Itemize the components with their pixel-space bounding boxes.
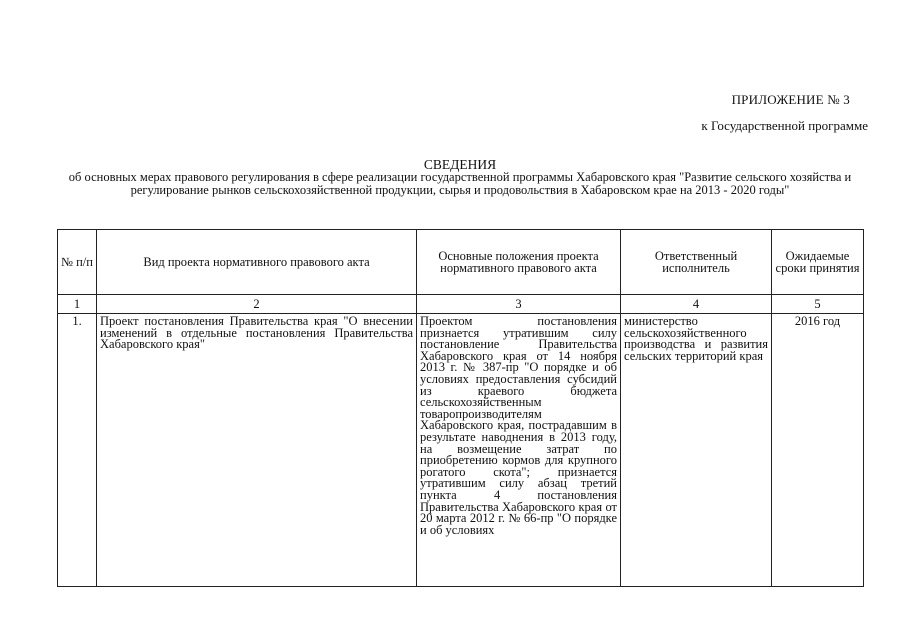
deadline-cell: 2016 год bbox=[772, 314, 864, 587]
provisions-cell: Проектом постановления признается утратившим силу постановление Правительства Хабаровского края от 14 ноября 2013 г. № 387-пр "О порядке и об условиях предоставления субсидий из краевого бюджета сельскохозяйственным товаропроизводителям Хабаровского края, пострадавшим в результате наводнения в 2013 году, на возмещение затрат по приобретению кормов для крупного рогатого скота"; признается утратившим силу абзац третий пункта 4 постановления Правительства Хабаровского края от 20 марта 2012 г. № 66-пр "О порядке и об условиях bbox=[417, 314, 621, 587]
appendix-subtitle: к Государственной программе bbox=[701, 118, 868, 133]
executor-cell: министерство сельскохозяйственного производства и развития сельских территорий края bbox=[621, 314, 772, 587]
document-heading bbox=[60, 158, 860, 196]
header-executor: Ответственный исполнитель bbox=[621, 230, 772, 295]
column-number: 5 bbox=[772, 295, 864, 314]
column-number: 4 bbox=[621, 295, 772, 314]
column-number: 2 bbox=[97, 295, 417, 314]
row-number: 1. bbox=[58, 314, 97, 587]
column-numbers-row bbox=[58, 295, 864, 314]
column-number: 1 bbox=[58, 295, 97, 314]
heading-main: СВЕДЕНИЯ bbox=[423, 157, 497, 172]
header-deadline: Ожидаемые сроки принятия bbox=[772, 230, 864, 295]
column-number: 3 bbox=[417, 295, 621, 314]
act-type-cell: Проект постановления Правительства края "О внесении изменений в отдельные постановления Правительства Хабаровского края" bbox=[97, 314, 417, 587]
header-provisions: Основные положения проекта нормативного правового акта bbox=[417, 230, 621, 295]
header-num: № п/п bbox=[58, 230, 97, 295]
measures-table bbox=[57, 229, 864, 587]
heading-subtitle: об основных мерах правового регулирования в сфере реализации государственной программы Хабаровского края "Развитие сельского хозяйства и регулирование рынков сельскохозяйственной продукции, сырья и продовольствия в Хабаровском крае на 2013 - 2020 годы" bbox=[68, 170, 852, 197]
table-header-row bbox=[58, 230, 864, 295]
appendix-title: ПРИЛОЖЕНИЕ № 3 bbox=[731, 92, 850, 107]
table-row bbox=[58, 314, 864, 587]
header-act-type: Вид проекта нормативного правового акта bbox=[97, 230, 417, 295]
